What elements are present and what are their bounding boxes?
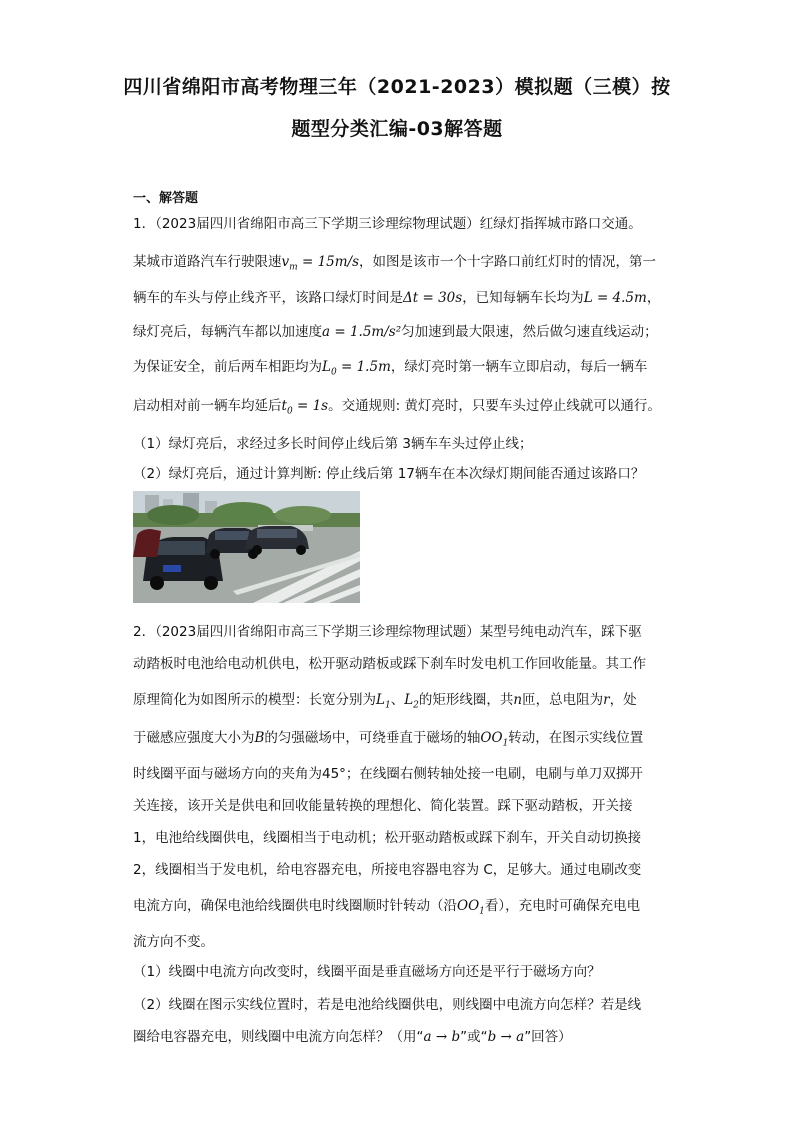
- q1-sub-question-2: （2）绿灯亮后，通过计算判断: 停止线后第 17辆车在本次绿灯期间能否通过该路口？: [133, 466, 645, 482]
- traffic-photo: [133, 491, 360, 603]
- traffic-photo-illustration: [133, 491, 360, 603]
- q1-line-6: 启动相对前一辆车均延后$t_0 = 1s$。交通规则: 黄灯亮时，只要车头过停止线就可以通行。: [133, 398, 661, 417]
- q1-line-5: 为保证安全，前后两车相距均为$L_0 = 1.5m$，绿灯亮时第一辆车立即启动，每后一辆车: [133, 359, 648, 378]
- section-heading: 一、解答题: [133, 191, 199, 206]
- q2-line-6: 关连接，该开关是供电和回收能量转换的理想化、简化装置。踩下驱动踏板，开关接: [133, 798, 633, 814]
- q2-sub-question-2-line-1: （2）线圈在图示实线位置时，若是电池给线圈供电，则线圈中电流方向怎样？若是线: [133, 997, 642, 1013]
- q2-line-7: 1，电池给线圈供电，线圈相当于电动机；松开驱动踏板或踩下刹车，开关自动切换接: [133, 830, 642, 846]
- title-line-1: 四川省绵阳市高考物理三年（2021-2023）模拟题（三模）按: [123, 76, 671, 98]
- q2-line-1: 2．（2023届四川省绵阳市高三下学期三诊理综物理试题）某型号纯电动汽车，踩下驱: [133, 624, 642, 640]
- q1-line-4: 绿灯亮后，每辆汽车都以加速度a = 1.5m/s²匀加速到最大限速，然后做匀速直线运动；: [133, 324, 658, 340]
- q2-line-10: 流方向不变。: [133, 934, 214, 950]
- q2-line-5: 时线圈平面与磁场方向的夹角为45°；在线圈右侧转轴处接一电刷，电刷与单刀双掷开: [133, 766, 643, 782]
- title-line-2: 题型分类汇编-03解答题: [291, 118, 503, 140]
- q1-line-2: 某城市道路汽车行驶限速$v_m = 15m/s$，如图是该市一个十字路口前红灯时的情况，第一: [133, 254, 657, 273]
- q1-line-3: 辆车的车头与停止线齐平，该路口绿灯时间是Δt = 30s，已知每辆车长均为L = 4.5m，: [133, 290, 661, 306]
- document-title: [110, 66, 684, 150]
- q2-sub-question-2-line-2: 圈给电容器充电，则线圈中电流方向怎样？（用“a → b”或“b → a”回答）: [133, 1029, 572, 1045]
- q2-line-9: 电流方向，确保电池给线圈供电时线圈顺时针转动（沿$OO_1$看），充电时可确保充电电: [133, 898, 641, 917]
- q2-line-8: 2，线圈相当于发电机，给电容器充电，所接电容器电容为 C，足够大。通过电刷改变: [133, 862, 642, 878]
- q2-line-2: 动踏板时电池给电动机供电，松开驱动踏板或踩下刹车时发电机工作回收能量。其工作: [133, 656, 646, 672]
- q1-line-1: 1．（2023届四川省绵阳市高三下学期三诊理综物理试题）红绿灯指挥城市路口交通。: [133, 216, 642, 232]
- q2-line-3: 原理简化为如图所示的模型：长宽分别为$L_1$、$L_2$的矩形线圈，共n匝，总电阻为r，处: [133, 692, 637, 711]
- q2-sub-question-1: （1）线圈中电流方向改变时，线圈平面是垂直磁场方向还是平行于磁场方向？: [133, 964, 601, 980]
- q2-line-4: 于磁感应强度大小为B的匀强磁场中，可绕垂直于磁场的轴$OO_1$转动，在图示实线位置: [133, 730, 644, 749]
- q1-sub-question-1: （1）绿灯亮后，求经过多长时间停止线后第 3辆车车头过停止线；: [133, 436, 533, 452]
